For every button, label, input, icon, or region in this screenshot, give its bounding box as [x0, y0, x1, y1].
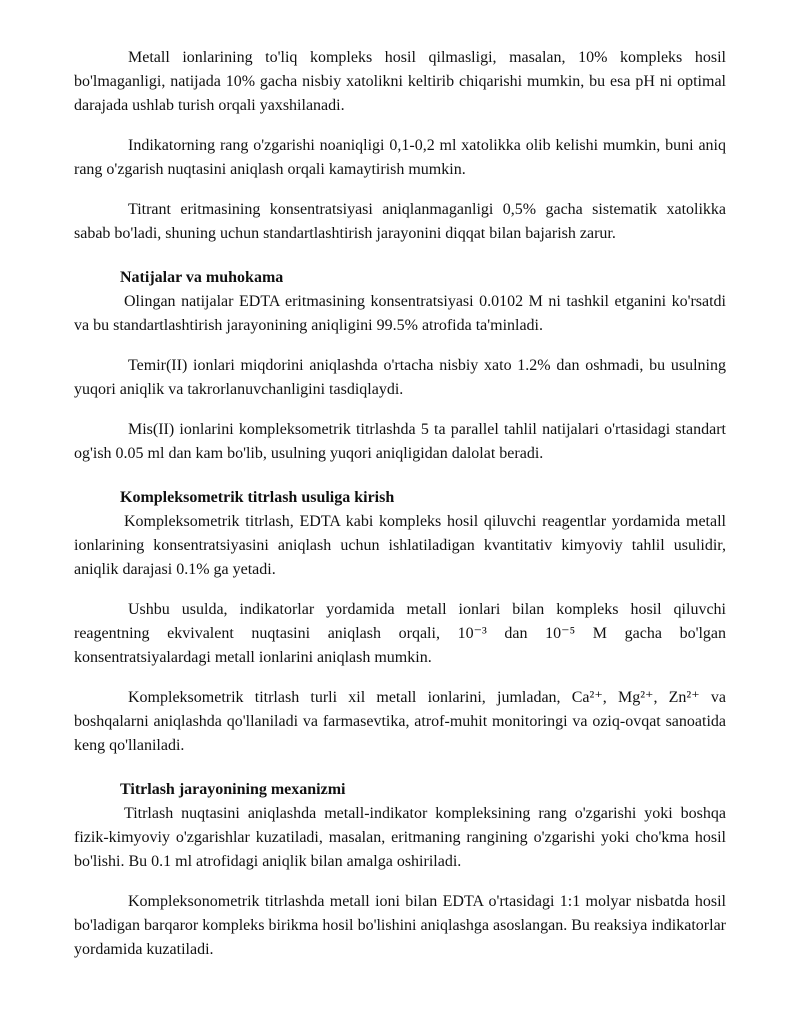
- paragraph-incomplete-complexation: Metall ionlarining to'liq kompleks hosil qilmasligi, masalan, 10% kompleks hosil bo'lmaganligi, natijada 10% gacha nisbiy xatolikni keltirib chiqarishi mumkin, bu esa pH ni optimal darajada ushlab turish orqali yaxshilanadi.: [74, 49, 726, 114]
- paragraph-copper-deviation: Mis(II) ionlarini kompleksometrik titrlashda 5 ta parallel tahlil natijalari o'rtasidagi standart og'ish 0.05 ml dan kam bo'lib, usulning yuqori aniqligidan dalolat beradi.: [74, 421, 726, 462]
- heading-introduction: Kompleksometrik titrlash usuliga kirish: [120, 489, 395, 506]
- paragraph-edta-concentration: Olingan natijalar EDTA eritmasining konsentratsiyasi 0.0102 M ni tashkil etganini ko'rsatdi va bu standartlashtirish jarayonining aniqligini 99.5% atrofida ta'minladi.: [74, 293, 726, 334]
- paragraph-method-definition: Kompleksometrik titrlash, EDTA kabi kompleks hosil qiluvchi reagentlar yordamida metall ionlarining konsentratsiyasini aniqlash uchun ishlatiladigan kvantitativ kimyoviy tahlil usulidir, aniqlik darajasi 0.1% ga yetadi.: [74, 513, 726, 578]
- paragraph-titrant-concentration: Titrant eritmasining konsentratsiyasi aniqlanmaganligi 0,5% gacha sistematik xatolikka sabab bo'ladi, shuning uchun standartlashtirish jarayonini diqqat bilan bajarish zarur.: [74, 201, 726, 242]
- paragraph-applications: Kompleksometrik titrlash turli xil metall ionlarini, jumladan, Ca²⁺, Mg²⁺, Zn²⁺ va boshqalarni aniqlashda qo'llaniladi va farmasevtika, atrof-muhit monitoringi va oziq-ovqat sanoatida keng qo'llaniladi.: [74, 689, 726, 754]
- heading-mechanism: Titrlash jarayonining mexanizmi: [120, 781, 346, 798]
- paragraph-molar-ratio: Kompleksonometrik titrlashda metall ioni bilan EDTA o'rtasidagi 1:1 molyar nisbatda hosil bo'ladigan barqaror kompleks birikma hosil bo'lishini aniqlashga asoslangan. Bu reaksiya indikatorlar yordamida kuzatiladi.: [74, 893, 726, 958]
- paragraph-indicator-uncertainty: Indikatorning rang o'zgarishi noaniqligi 0,1-0,2 ml xatolikka olib kelishi mumkin, buni aniq rang o'zgarish nuqtasini aniqlash orqali kamaytirish mumkin.: [74, 137, 726, 178]
- paragraph-equivalence-point: Ushbu usulda, indikatorlar yordamida metall ionlari bilan kompleks hosil qiluvchi reagentning ekvivalent nuqtasini aniqlash orqali, 10⁻³ dan 10⁻⁵ M gacha bo'lgan konsentratsiyalardagi metall ionlarini aniqlash mumkin.: [74, 601, 726, 666]
- document-page: [74, 46, 726, 978]
- paragraph-iron-error: Temir(II) ionlari miqdorini aniqlashda o'rtacha nisbiy xato 1.2% dan oshmadi, bu usulning yuqori aniqlik va takrorlanuvchanligini tasdiqlaydi.: [74, 357, 726, 398]
- paragraph-endpoint-detection: Titrlash nuqtasini aniqlashda metall-indikator kompleksining rang o'zgarishi yoki boshqa fizik-kimyoviy o'zgarishlar kuzatiladi, masalan, eritmaning rangining o'zgarishi yoki cho'kma hosil bo'lishi. Bu 0.1 ml atrofidagi aniqlik bilan amalga oshiriladi.: [74, 805, 726, 870]
- heading-results: Natijalar va muhokama: [120, 269, 284, 286]
